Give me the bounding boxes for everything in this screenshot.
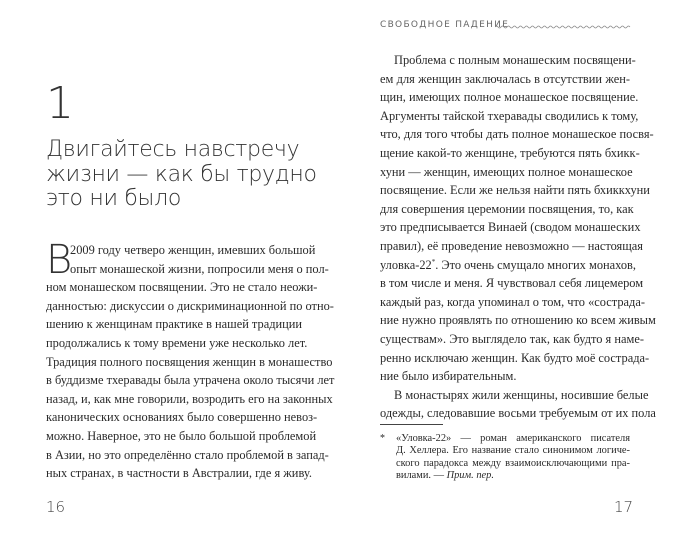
text-line: что, для того чтобы дать полное монашеское посвя- (380, 127, 654, 142)
text-line: вилами. — Прим. пер. (396, 470, 494, 482)
footnote-mark: * (380, 433, 385, 444)
footnote-rule (380, 424, 443, 425)
text-line: можно. Наверное, это не было большой проблемой (46, 428, 317, 443)
text-line: Проблема с полным монашеским посвящени- (394, 53, 636, 67)
text-line: ном монашеском посвящении. Это не стало неожи- (46, 280, 318, 295)
text-line: ных странах, в частности в Австралии, где я живу. (46, 466, 312, 481)
text-line: канонических основаниях было совершенно невоз- (46, 410, 318, 425)
footnote (396, 433, 630, 483)
drop-cap: В (46, 237, 73, 283)
chapter-number: 1 (46, 78, 74, 129)
text-line: В монастырях жили женщины, носившие белые (394, 387, 649, 402)
text-line: щение какой-то женщине, требуются пять бхикк- (380, 145, 640, 160)
text-line: назад, и, как мне говорили, возродить его на законных (46, 391, 333, 406)
text-line: это предписывается Винаей (сводом монашеских (380, 220, 641, 235)
text-line: данностью: дискуссии о дискриминационной по отно- (46, 298, 334, 313)
body-text (380, 51, 656, 423)
text-line: правил), её проведение невозможно — настоящая (380, 238, 643, 253)
text-line: 2009 году четверо женщин, имевших большой (70, 243, 316, 257)
text-line: шению к женщинам практике в нашей традиции (46, 317, 303, 332)
text-line: Традиция полного посвящения женщин в монашество (46, 354, 333, 369)
text-line: одежды, следовавшие восьми требуемым от их пола (380, 406, 656, 421)
chapter-title (46, 138, 317, 212)
right-page (337, 0, 674, 540)
chapter-title-line: жизни — как бы трудно (46, 161, 317, 187)
text-line: в буддизме тхеравады была утрачена около тысячи лет (46, 373, 335, 388)
text-line: хуни — женщин, имеющих полное монашеское (380, 164, 633, 179)
text-line: Д. Хеллера. Его название стало синонимом логиче- (396, 445, 630, 457)
text-line: «Уловка-22» — роман американского писателя (396, 433, 630, 444)
text-line: ние было избирательным. (380, 369, 517, 384)
text-line: для совершения церемонии посвящения, то, как (380, 201, 634, 216)
text-line: щин, имеющих полное монашеское посвящение. (380, 90, 639, 105)
text-line: Аргументы тайской тхеравады сводились к тому, (380, 108, 639, 123)
page-number: 16 (46, 498, 66, 516)
text-line: существам». Это выглядело так, как будто я наме- (380, 331, 644, 346)
text-line: ренно исключаю женщин. Как будто моё сострада- (380, 350, 650, 365)
decorative-wave-rule (495, 25, 631, 29)
text-line: каждый раз, когда упоминал о том, что «сострада- (380, 294, 645, 309)
page-number: 17 (614, 498, 634, 516)
chapter-title-line: это ни было (46, 186, 181, 211)
text-line: посвящение. Если же нельзя найти пять бхиккхуни (380, 183, 650, 198)
text-line: ние нужно проявлять по отношению ко всем живым (380, 313, 656, 328)
text-line: опыт монашеской жизни, попросили меня о пол- (70, 261, 329, 276)
body-text (46, 237, 335, 483)
text-line: продолжались к тому времени уже несколько лет. (46, 335, 308, 350)
text-line: уловка-22*. Это очень смущало многих монахов, (380, 257, 637, 272)
text-line: в том числе и меня. Я чувствовал себя лицемером (380, 276, 644, 291)
text-line: ем для женщин заключалась в отсутствии жен- (380, 71, 630, 86)
chapter-title-line: Двигайтесь навстречу (46, 137, 300, 162)
text-line: ского парадокса между взаимоисключающими пра- (396, 457, 630, 469)
running-head: СВОБОДНОЕ ПАДЕНИЕ (380, 20, 510, 30)
text-line: в Азии, но это определённо стало проблемой в запад- (46, 447, 329, 462)
